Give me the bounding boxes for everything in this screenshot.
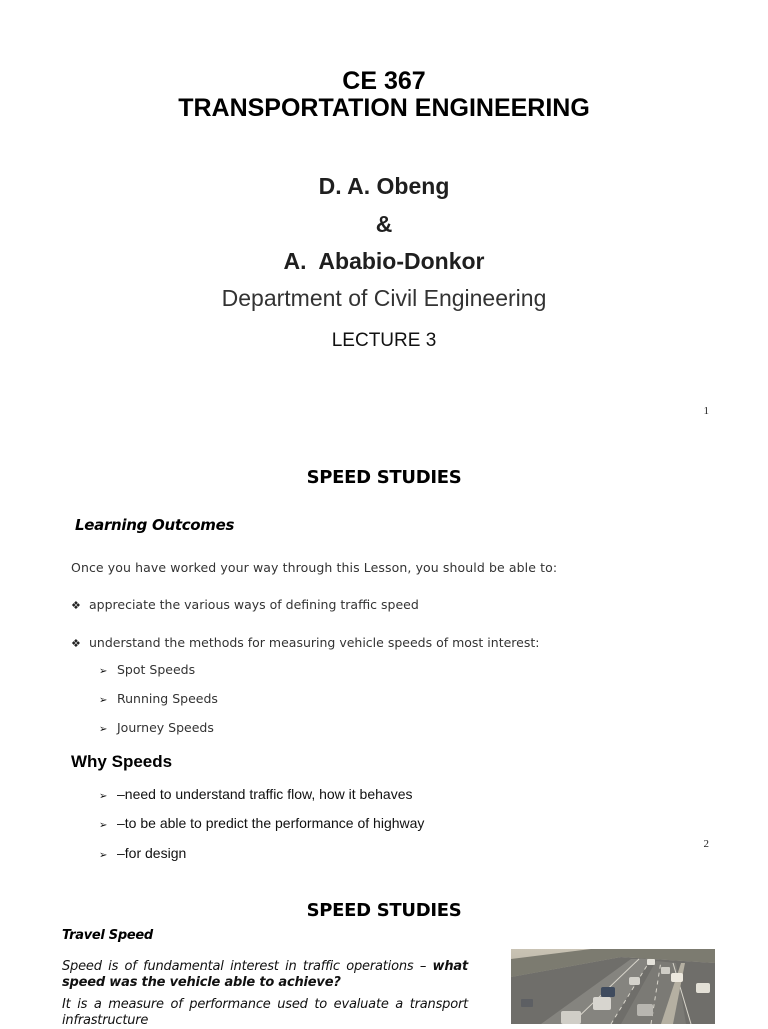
arrowhead-bullet-icon: ➢ [99, 695, 108, 706]
arrowhead-bullet-icon: ➢ [99, 820, 108, 831]
sub-bullet-item: ➢ Running Speeds [99, 691, 218, 706]
arrowhead-bullet-icon: ➢ [99, 724, 108, 735]
page-number-2: 2 [703, 838, 709, 850]
slide2-heading: SPEED STUDIES [306, 467, 462, 488]
paragraph-2: It is a measure of performance used to evaluate a transport infrastructure [62, 997, 468, 1028]
arrowhead-bullet-icon: ➢ [99, 850, 108, 861]
why-item: ➢ –for design [99, 845, 187, 861]
highway-photo [511, 949, 715, 1024]
department: Department of Civil Engineering [221, 285, 547, 311]
slide3-heading: SPEED STUDIES [306, 900, 462, 921]
sub-bullet-item: ➢ Journey Speeds [99, 720, 214, 735]
diamond-bullet-icon: ❖ [71, 599, 81, 612]
travel-speed-subheading: Travel Speed [62, 928, 153, 943]
why-speeds-heading: Why Speeds [71, 752, 173, 771]
author-1: D. A. Obeng [318, 173, 450, 199]
page-number-1: 1 [703, 405, 709, 417]
why-item: ➢ –to be able to predict the performance of highway [99, 815, 425, 831]
sub-bullet-item: ➢ Spot Speeds [99, 662, 196, 677]
bullet-item: ❖ understand the methods for measuring vehicle speeds of most interest: [71, 635, 540, 650]
course-code: CE 367 [342, 67, 426, 95]
course-title: TRANSPORTATION ENGINEERING [178, 94, 590, 122]
ampersand: & [375, 211, 393, 237]
why-item: ➢ –need to understand traffic flow, how it behaves [99, 786, 413, 802]
arrowhead-bullet-icon: ➢ [99, 666, 108, 677]
learning-outcomes-heading: Learning Outcomes [75, 516, 235, 534]
paragraph-1: Speed is of fundamental interest in traffic operations – what speed was the vehicle able to achieve? [62, 959, 468, 990]
diamond-bullet-icon: ❖ [71, 637, 81, 650]
arrowhead-bullet-icon: ➢ [99, 791, 108, 802]
lecture-number: LECTURE 3 [331, 330, 437, 351]
bullet-item: ❖ appreciate the various ways of defining traffic speed [71, 597, 419, 612]
author-2: A. Ababio-Donkor [283, 248, 485, 274]
intro-text: Once you have worked your way through this Lesson, you should be able to: [71, 560, 558, 575]
